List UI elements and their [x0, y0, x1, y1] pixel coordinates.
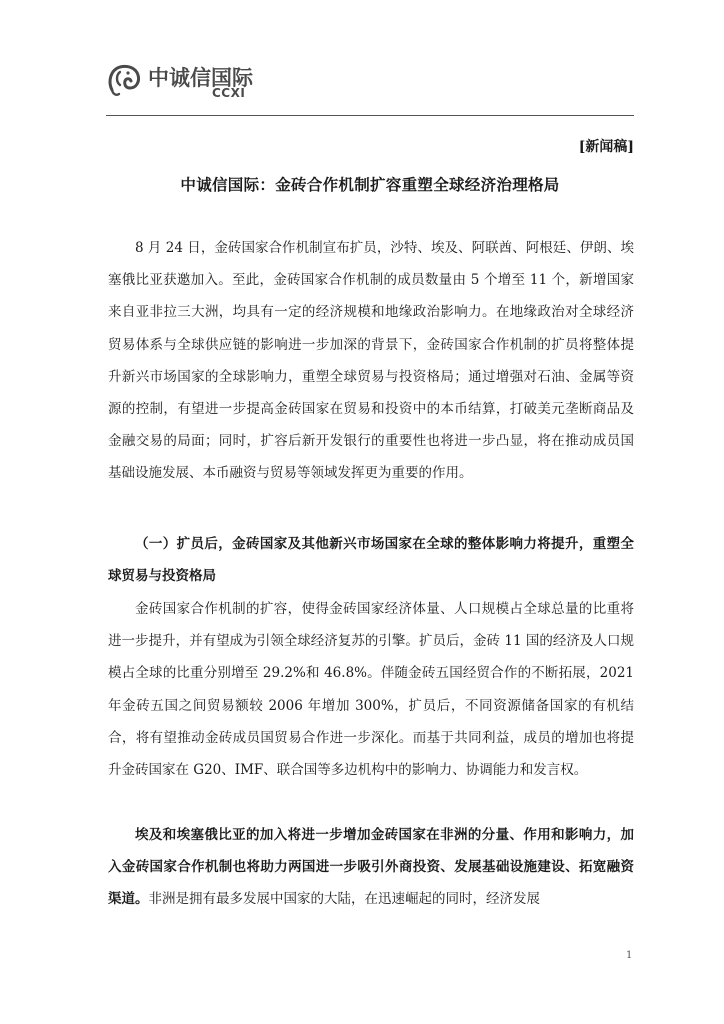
paragraph-intro: 8 月 24 日，金砖国家合作机制宣布扩员，沙特、埃及、阿联酋、阿根廷、伊朗、埃塞俄比亚获邀加入。至此，金砖国家合作机制的成员数量由 5 个增至 11 个，新增国家来自亚非拉三大洲，均具有一定的经济规模和地缘政治影响力。在地缘政治对全球经济贸易体系与全球供应链的影响进一步加深的背景下，金砖国家合作机制的扩员将整体提升新兴市场国家的全球影响力，重塑全球贸易与投资格局；通过增强对石油、金属等资源的控制，有望进一步提高金砖国家在贸易和投资中的本币结算，打破美元垄断商品及金融交易的局面；同时，扩容后新开发银行的重要性也将进一步凸显，将在推动成员国基础设施发展、本币融资与贸易等领域发挥更为重要的作用。: [108, 240, 634, 482]
paragraph-section-1: 金砖国家合作机制的扩容，使得金砖国家经济体量、人口规模占全球总量的比重将进一步提升，并有望成为引领全球经济复苏的引擎。扩员后，金砖 11 国的经济及人口规模占全球的比重分别增至 29.2%和 46.8%。伴随金砖五国经贸合作的不断拓展，2021 年金砖五国之间贸易额较 2006 年增加 300%，扩员后，不同资源储备国家的有机结合，将有望推动金砖成员国贸易合作进一步深化。而基于共同利益，成员的增加也将提升金砖国家在 G20、IMF、联合国等多边机构中的影响力、协调能力和发言权。: [108, 601, 634, 779]
header-divider: [106, 115, 634, 116]
section-heading-1: （一）扩员后，金砖国家及其他新兴市场国家在全球的整体影响力将提升，重塑全球贸易与投资格局: [108, 536, 634, 585]
company-logo: [106, 58, 266, 106]
logo-chinese-name: 中诚信国际: [148, 66, 253, 90]
document-title: 中诚信国际：金砖合作机制扩容重塑全球经济治理格局: [180, 175, 560, 194]
elephant-logo-icon: [106, 60, 146, 100]
logo-english-name: CCXI: [212, 86, 246, 100]
paragraph-africa-rest: 非洲是拥有最多发展中国家的大陆，在迅速崛起的同时，经济发展: [148, 891, 540, 908]
page-number: 1: [626, 950, 633, 961]
paragraph-africa: [108, 819, 634, 916]
press-release-tag: [新闻稿]: [578, 139, 634, 155]
paragraph-africa-bold: 埃及和埃塞俄比亚的加入将进一步增加金砖国家在非洲的分量、作用和影响力，加入金砖国家合作机制也将助力两国进一步吸引外商投资、发展基础设施建设、拓宽融资渠道。: [108, 827, 634, 908]
